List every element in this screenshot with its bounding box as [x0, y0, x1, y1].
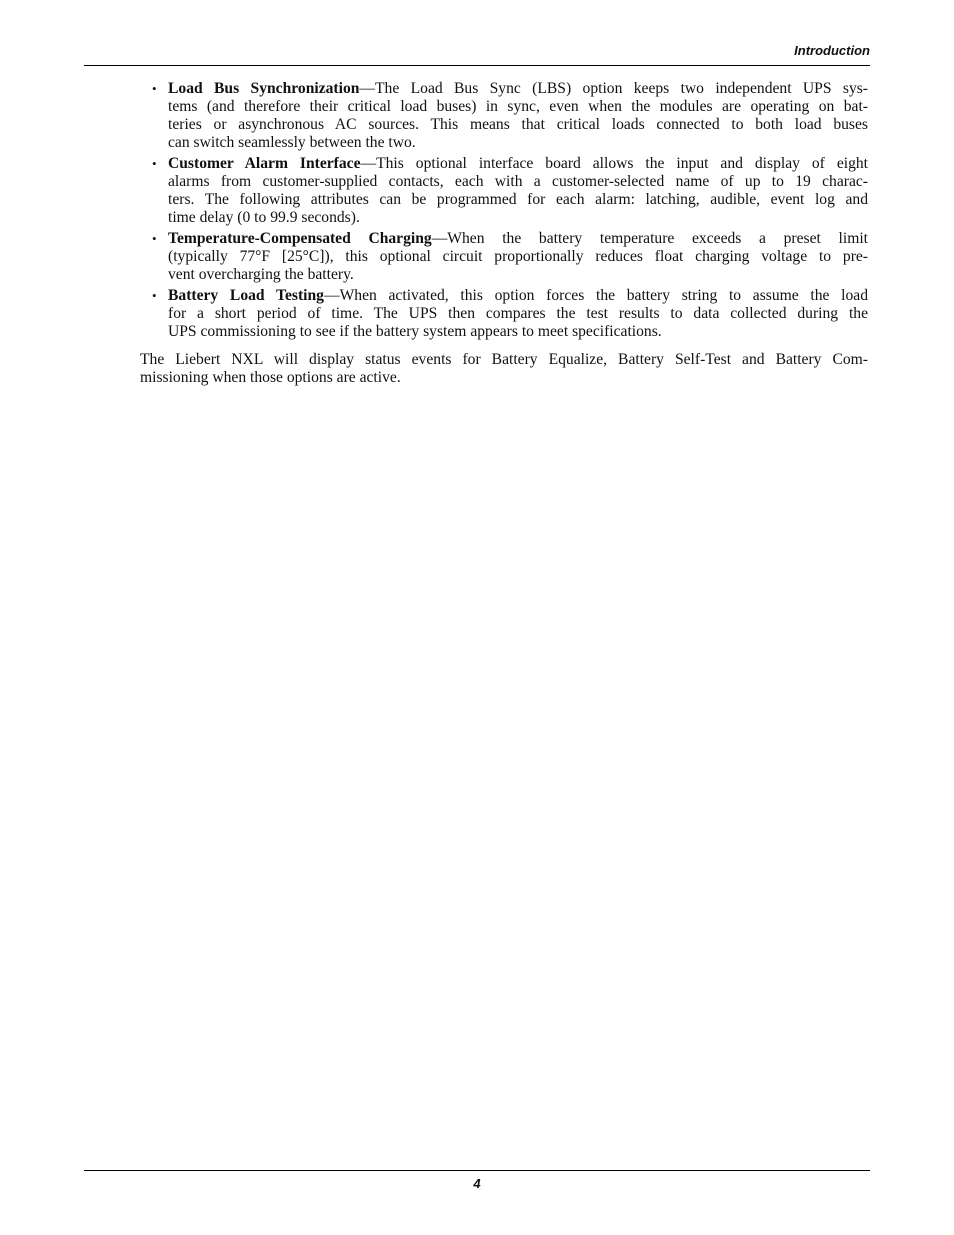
header-rule [84, 65, 870, 66]
bullet-item-customer-alarm [140, 155, 868, 227]
running-header: Introduction [794, 43, 870, 58]
bullet-term: Customer Alarm Interface [168, 155, 361, 172]
bullet-term: Load Bus Synchronization [168, 80, 360, 97]
text-line: —When activated, this option forces the battery string to assume the load [323, 287, 869, 304]
text-line: (typically 77°F [25°C]), this optional circuit proportionally reduces float charging voltage to pre- [168, 248, 868, 265]
text-line: The Liebert NXL will display status events for Battery Equalize, Battery Self-Test and Battery Com- [140, 351, 868, 368]
text-line: teries or asynchronous AC sources. This means that critical loads connected to both load buses [168, 116, 868, 133]
bullet-marker: • [152, 231, 157, 246]
page-body [140, 80, 868, 387]
page-number: 4 [473, 1176, 481, 1191]
text-line: missioning when those options are active. [140, 369, 401, 386]
bullet-term: Temperature-Compensated Charging [168, 230, 432, 247]
footer-rule [84, 1170, 870, 1171]
text-line: UPS commissioning to see if the battery system appears to meet specifications. [168, 323, 662, 340]
text-line: —When the battery temperature exceeds a preset limit [431, 230, 868, 247]
bullet-item-load-bus-sync [140, 80, 868, 152]
text-line: alarms from customer-supplied contacts, each with a customer-selected name of up to 19 charac- [168, 173, 868, 190]
bullet-term: Battery Load Testing [168, 287, 324, 304]
bullet-marker: • [152, 156, 157, 171]
text-line: —This optional interface board allows the input and display of eight [360, 155, 869, 172]
bullet-marker: • [152, 81, 157, 96]
text-line: vent overcharging the battery. [168, 266, 354, 283]
text-line: time delay (0 to 99.9 seconds). [168, 209, 360, 226]
bullet-item-battery-load-testing [140, 287, 868, 341]
bullet-marker: • [152, 288, 157, 303]
bullet-item-temp-charging [140, 230, 868, 284]
text-line: tems (and therefore their critical load buses) in sync, even when the modules are operating on bat- [168, 98, 868, 115]
body-paragraph [140, 351, 868, 387]
text-line: ters. The following attributes can be programmed for each alarm: latching, audible, event log and [168, 191, 868, 208]
text-line: for a short period of time. The UPS then compares the test results to data collected during the [168, 305, 868, 322]
text-line: can switch seamlessly between the two. [168, 134, 416, 151]
text-line: —The Load Bus Sync (LBS) option keeps two independent UPS sys- [359, 80, 868, 97]
